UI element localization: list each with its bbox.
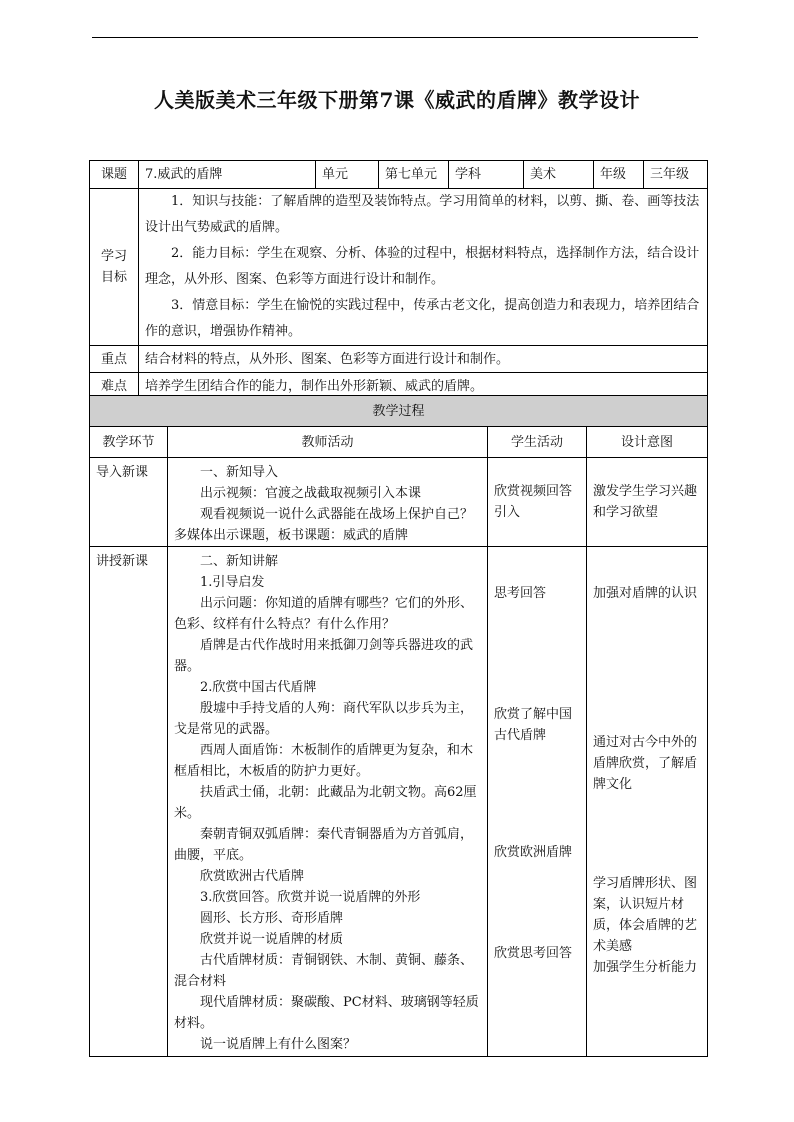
difficulty-value: 培养学生团结合作的能力，制作出外形新颖、威武的盾牌。 — [139, 373, 708, 400]
intro-intent: 激发学生学习兴趣和学习欲望 — [587, 458, 708, 547]
key-point-label: 重点 — [90, 346, 139, 373]
goals-label: 学习 目标 — [90, 189, 139, 346]
topic-value: 7.威武的盾牌 — [139, 161, 316, 189]
intro-row — [90, 458, 708, 547]
key-point-row — [90, 346, 708, 373]
goals-row — [90, 189, 708, 346]
goal-item: 1．知识与技能：了解盾牌的造型及装饰特点。学习用简单的材料，以剪、撕、卷、画等技法设计出气势威武的盾牌。 — [145, 194, 700, 235]
process-title: 教学过程 — [90, 396, 708, 427]
subject-value: 美术 — [524, 161, 594, 189]
process-column-headers — [90, 427, 708, 458]
header-rule — [92, 37, 698, 38]
unit-value: 第七单元 — [379, 161, 449, 189]
teach-stage: 讲授新课 — [90, 547, 168, 1057]
document-title: 人美版美术三年级下册第7课《威武的盾牌》教学设计 — [154, 88, 640, 112]
intro-student: 欣赏视频回答引入 — [488, 458, 587, 547]
intro-stage: 导入新课 — [90, 458, 168, 547]
goal-item: 3．情意目标：学生在愉悦的实践过程中，传承古老文化，提高创造力和表现力，培养团结合作的意识，增强协作精神。 — [145, 298, 700, 339]
teach-intent: 加强对盾牌的认识 通过对古今中外的盾牌欣赏，了解盾牌文化 学习盾牌形状、图案，认识短片材质，体会盾牌的艺术美感 加强学生分析能力 — [587, 547, 708, 1057]
grade-value: 三年级 — [644, 161, 708, 189]
teach-student: 思考回答 欣赏了解中国古代盾牌 欣赏欧洲盾牌 欣赏思考回答 — [488, 547, 587, 1057]
info-row — [90, 161, 708, 189]
process-section-header — [90, 396, 708, 427]
unit-label: 单元 — [316, 161, 379, 189]
topic-label: 课题 — [90, 161, 139, 189]
goal-item: 2．能力目标：学生在观察、分析、体验的过程中，根据材料特点，选择制作方法，结合设计理念，从外形、图案、色彩等方面进行设计和制作。 — [145, 246, 700, 287]
col-header-teacher: 教师活动 — [168, 427, 488, 458]
col-header-student: 学生活动 — [488, 427, 587, 458]
key-point-value: 结合材料的特点，从外形、图案、色彩等方面进行设计和制作。 — [139, 346, 708, 373]
col-header-intent: 设计意图 — [587, 427, 708, 458]
lesson-info-table — [89, 160, 708, 400]
grade-label: 年级 — [594, 161, 644, 189]
intro-teacher: 一、新知导入 出示视频：官渡之战截取视频引入本课 观看视频说一说什么武器能在战场上保护自己？多媒体出示课题，板书课题：威武的盾牌 — [168, 458, 488, 547]
teach-teacher: 二、新知讲解 1.引导启发 出示问题：你知道的盾牌有哪些？它们的外形、色彩、纹样有什么特点？有什么作用？ 盾牌是古代作战时用来抵御刀剑等兵器进攻的武器。 2.欣赏中国古代盾牌 殷墟中手持戈盾的人殉：商代军队以步兵为主，戈是常见的武器。 西周人面盾饰：木板制作的盾牌更为复杂，和木框盾相比，木板盾的防护力更好。 扶盾武士俑，北朝：此藏品为北朝文物。高62厘米。 秦朝青铜双弧盾牌：秦代青铜器盾为方首弧肩，曲腰，平底。 欣赏欧洲古代盾牌 3.欣赏回答。欣赏并说一说盾牌的外形 圆形、长方形、奇形盾牌 欣赏并说一说盾牌的材质 古代盾牌材质：青铜钢铁、木制、黄铜、藤条、混合材料 现代盾牌材质：聚碳酸、PC材料、玻璃钢等轻质材料。 说一说盾牌上有什么图案？ — [168, 547, 488, 1057]
goals-content — [139, 189, 708, 346]
subject-label: 学科 — [449, 161, 524, 189]
teach-row — [90, 547, 708, 1057]
difficulty-label: 难点 — [90, 373, 139, 400]
col-header-stage: 教学环节 — [90, 427, 168, 458]
process-table — [89, 395, 708, 1057]
